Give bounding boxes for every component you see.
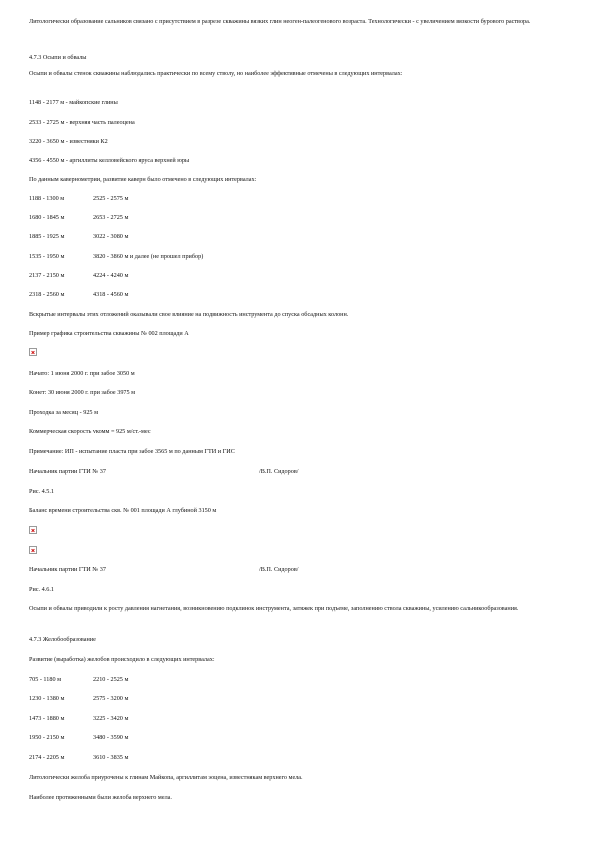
kaverno-cell: 2318 - 2560 м bbox=[29, 291, 65, 298]
kaverno-cell: 1885 - 1925 м bbox=[29, 233, 65, 240]
broken-image-icon bbox=[29, 526, 37, 534]
text-primechanie: Примечание: ИП - испытание пласта при забое 3565 м по данным ГТИ и ГИС bbox=[29, 448, 235, 455]
signature-role: Начальник партии ГТИ № 37 bbox=[29, 566, 106, 573]
kaverno-cell: 3820 - 3860 м и далее (не прошел прибор) bbox=[93, 253, 204, 260]
zhelob-row bbox=[29, 695, 129, 703]
zhelob-cell: 2174 - 2205 м bbox=[29, 754, 65, 761]
kaverno-cell: 4318 - 4560 м bbox=[93, 291, 129, 298]
broken-image-icon bbox=[29, 546, 37, 554]
text-prohodka: Проходка за месяц - 925 м bbox=[29, 409, 98, 416]
paragraph-osypi-result: Осыпи и обвалы приводили к росту давления нагнетания, возникновению подклинок инструмента, затяжек при подъеме, заполнению ствола скважины, усилению сальникообразования. bbox=[29, 605, 519, 612]
paragraph-zhelob-lito: Литологически желоба приурочены к глинам Майкопа, аргиллитам эоцена, известнякам верхнего мела. bbox=[29, 774, 303, 781]
osypi-item: 4356 - 4550 м - аргиллиты келловейского яруса верхней юры bbox=[29, 157, 190, 164]
zhelob-row bbox=[29, 676, 129, 684]
signature-name: /В.П. Сидоров/ bbox=[259, 566, 299, 573]
caption-balans: Баланс времени строительства скв. № 001 площади А глубиной 3150 м bbox=[29, 507, 217, 514]
kaverno-row bbox=[29, 272, 129, 280]
kaverno-cell: 2525 - 2575 м bbox=[93, 195, 129, 202]
kaverno-row bbox=[29, 195, 129, 203]
figure-label: Рис. 4.5.1 bbox=[29, 488, 54, 495]
broken-image-icon bbox=[29, 348, 37, 356]
kaverno-row bbox=[29, 253, 204, 261]
zhelob-cell: 705 - 1180 м bbox=[29, 676, 62, 683]
text-nachato: Начато: 1 июня 2000 г. при забое 3050 м bbox=[29, 370, 135, 377]
zhelob-cell: 1950 - 2150 м bbox=[29, 734, 65, 741]
signature-role: Начальник партии ГТИ № 37 bbox=[29, 468, 106, 475]
kaverno-cell: 3022 - 3080 м bbox=[93, 233, 129, 240]
osypi-item: 3220 - 3650 м - известняки К2 bbox=[29, 138, 108, 145]
signature-line bbox=[29, 566, 299, 574]
zhelob-cell: 2575 - 3200 м bbox=[93, 695, 129, 702]
paragraph-zhelob-final: Наиболее протяженными были желоба верхнего мела. bbox=[29, 794, 172, 801]
heading-osypi: 4.7.3 Осыпи и обвалы bbox=[29, 54, 87, 61]
paragraph-kaverno-intro: По данным кавернометрии, развитие каверн было отмечено в следующих интервалах: bbox=[29, 176, 257, 183]
heading-zhelob: 4.7.3 Желобообразование bbox=[29, 636, 96, 643]
zhelob-cell: 3480 - 3590 м bbox=[93, 734, 129, 741]
signature-name: /В.П. Сидоров/ bbox=[259, 468, 299, 475]
caption-primer: Пример графика строительства скважины № 002 площади А bbox=[29, 330, 189, 337]
paragraph-osypi-intro: Осыпи и обвалы стенок скважины наблюдались практически по всему стволу, но наиболее эффективные отмечены в следующих интервалах: bbox=[29, 70, 403, 77]
zhelob-cell: 2210 - 2525 м bbox=[93, 676, 129, 683]
kaverno-cell: 1188 - 1300 м bbox=[29, 195, 65, 202]
zhelob-cell: 1473 - 1880 м bbox=[29, 715, 65, 722]
zhelob-row bbox=[29, 754, 129, 762]
kaverno-row bbox=[29, 291, 129, 299]
zhelob-cell: 3225 - 3420 м bbox=[93, 715, 129, 722]
kaverno-cell: 2137 - 2150 м bbox=[29, 272, 65, 279]
text-konet: Конет: 30 июня 2000 г. при забое 3975 м bbox=[29, 389, 136, 396]
figure-label: Рис. 4.6.1 bbox=[29, 586, 54, 593]
zhelob-row bbox=[29, 734, 129, 742]
text-kommercheskaya-skorost: Коммерческая скорость vкомм = 925 м/ст.-мес bbox=[29, 428, 151, 435]
paragraph-salniki: Литологически образование сальников связано с присутствием в разрезе скважины вязких глин неоген-палеогенового возраста. Технологически - с увеличением вязкости бурового раствора. bbox=[29, 18, 531, 25]
zhelob-row bbox=[29, 715, 129, 723]
zhelob-cell: 1230 - 1380 м bbox=[29, 695, 65, 702]
osypi-item: 1148 - 2177 м - майкопские глины bbox=[29, 99, 118, 106]
kaverno-cell: 2653 - 2725 м bbox=[93, 214, 129, 221]
kaverno-cell: 4224 - 4240 м bbox=[93, 272, 129, 279]
kaverno-cell: 1680 - 1845 м bbox=[29, 214, 65, 221]
kaverno-cell: 1535 - 1950 м bbox=[29, 253, 65, 260]
signature-line bbox=[29, 468, 299, 476]
kaverno-row bbox=[29, 214, 129, 222]
paragraph-zhelob-intro: Развитие (выработка) желобов происходило в следующих интервалах: bbox=[29, 656, 215, 663]
kaverno-row bbox=[29, 233, 129, 241]
paragraph-vskrytye: Вскрытые интервалы этих отложений оказывали свое влияние на подвижность инструмента до спуска обсадных колонн. bbox=[29, 311, 349, 318]
osypi-item: 2533 - 2725 м - верхняя часть палеоцена bbox=[29, 119, 135, 126]
zhelob-cell: 3610 - 3835 м bbox=[93, 754, 129, 761]
